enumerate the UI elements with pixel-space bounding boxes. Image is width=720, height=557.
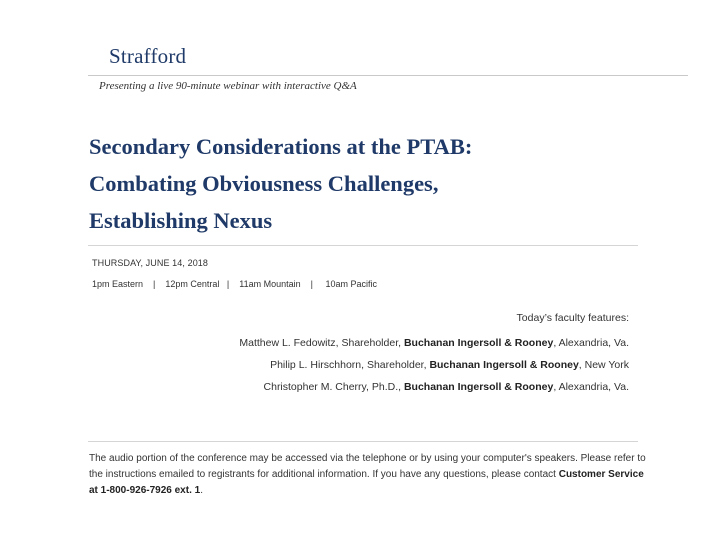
event-times: 1pm Eastern | 12pm Central | 11am Mountain | 10am Pacific: [92, 279, 377, 289]
faculty-name-role: Philip L. Hirschhorn, Shareholder,: [270, 359, 430, 371]
header-rule: [88, 75, 688, 76]
audio-instructions-text: The audio portion of the conference may be accessed via the telephone or by using your computer's speakers. Please refer to the instructions emailed to registrants for additional information. If you have any questions, please contact: [89, 453, 646, 480]
faculty-firm: Buchanan Ingersoll & Rooney: [429, 359, 579, 371]
faculty-member: [109, 376, 629, 398]
event-date: THURSDAY, JUNE 14, 2018: [92, 258, 209, 268]
customer-service-contact: Customer Service at 1-800-926-7926 ext. 1: [89, 469, 644, 496]
divider-top: [88, 245, 638, 246]
strafford-logo: Strafford: [109, 44, 187, 68]
audio-instructions: [89, 451, 649, 499]
footer-period: .: [200, 485, 203, 496]
faculty-location: , New York: [578, 359, 629, 371]
faculty-member: [109, 332, 629, 354]
faculty-heading: Today’s faculty features:: [516, 312, 629, 324]
title-line-3: Establishing Nexus: [89, 208, 273, 233]
divider-bottom: [88, 441, 638, 442]
faculty-list: [109, 332, 629, 398]
faculty-name-role: Matthew L. Fedowitz, Shareholder,: [239, 337, 404, 349]
faculty-firm: Buchanan Ingersoll & Rooney: [403, 381, 554, 393]
title-line-1: Secondary Considerations at the PTAB:: [89, 134, 473, 159]
faculty-member: [109, 354, 629, 376]
webinar-tagline: Presenting a live 90-minute webinar with interactive Q&A: [99, 80, 357, 92]
faculty-location: , Alexandria, Va.: [553, 381, 629, 393]
webinar-title: [89, 128, 649, 239]
faculty-location: , Alexandria, Va.: [553, 337, 629, 349]
title-line-2: Combating Obviousness Challenges,: [89, 171, 439, 196]
faculty-name-role: Christopher M. Cherry, Ph.D.,: [263, 381, 404, 393]
faculty-firm: Buchanan Ingersoll & Rooney: [403, 337, 554, 349]
